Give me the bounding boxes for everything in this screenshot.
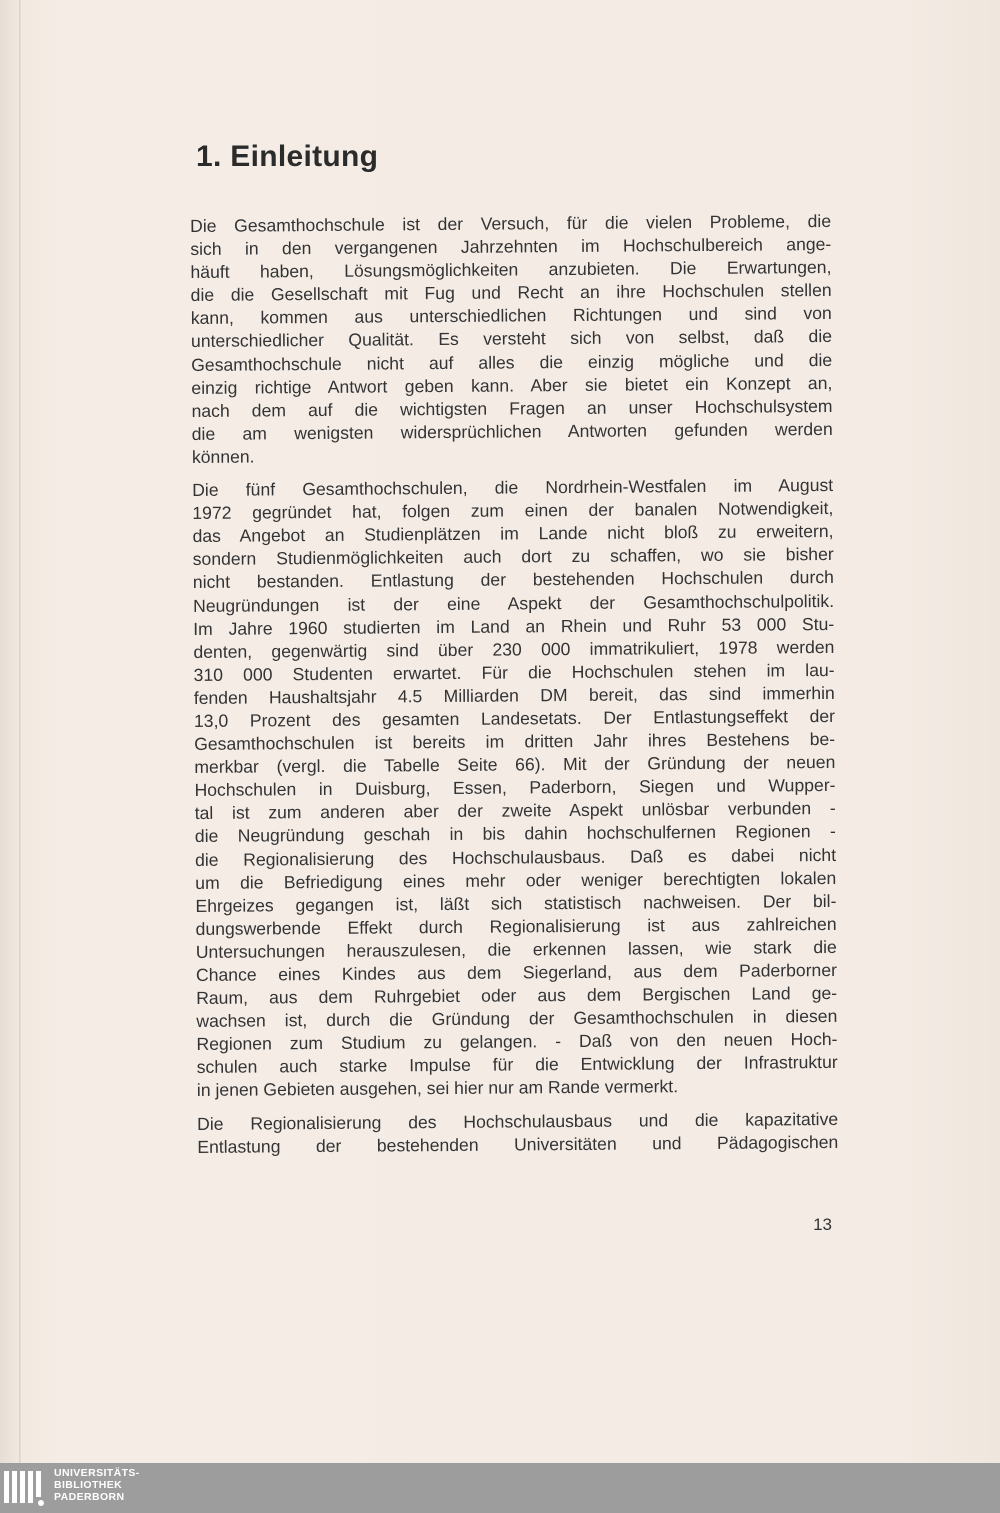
text-line: Raum, aus dem Ruhrgebiet oder aus dem Bergischen Land ge- bbox=[196, 983, 838, 1009]
text-line: Hochschulen in Duisburg, Essen, Paderborn, Siegen und Wupper- bbox=[194, 775, 836, 801]
text-line: unterschiedlicher Qualität. Es versteht sich von selbst, daß die bbox=[190, 326, 833, 352]
text-line: fenden Haushaltsjahr 4.5 Milliarden DM bereit, das sind immerhin bbox=[193, 682, 835, 708]
text-line: 310 000 Studenten erwartet. Für die Hochschulen stehen im lau- bbox=[193, 659, 835, 685]
text-line: die Neugründung geschah in bis dahin hochschulfernen Regionen - bbox=[194, 821, 836, 847]
text-line: tal ist zum anderen aber der zweite Aspekt unlösbar verbunden - bbox=[194, 798, 836, 824]
text-line: nicht bestanden. Entlastung der bestehenden Hochschulen durch bbox=[192, 567, 834, 593]
book-gutter bbox=[19, 0, 21, 1463]
body-text bbox=[190, 210, 838, 1169]
text-line: das Angebot an Studienplätzen im Lande nicht bloß zu erweitern, bbox=[192, 521, 834, 547]
text-line: häuft haben, Lösungsmöglichkeiten anzubieten. Die Erwartungen, bbox=[190, 257, 832, 283]
text-line: denten, gegenwärtig sind über 230 000 immatrikuliert, 1978 werden bbox=[193, 636, 835, 662]
page-number: 13 bbox=[813, 1215, 832, 1234]
text-line: Chance eines Kindes aus dem Siegerland, aus dem Paderborner bbox=[195, 959, 838, 985]
text-line: wachsen ist, durch die Gründung der Gesamthochschulen in diesen bbox=[196, 1006, 838, 1032]
text-line: um die Befriedigung eines mehr oder weniger berechtigten lokalen bbox=[195, 867, 837, 893]
logo-line-1: UNIVERSITÄTS- bbox=[54, 1467, 140, 1479]
text-line: kann, kommen aus unterschiedlichen Richtungen und sind von bbox=[190, 303, 832, 329]
text-line: nach dem auf die wichtigsten Fragen an unser Hochschulsystem bbox=[191, 395, 833, 421]
library-logo-text bbox=[54, 1467, 140, 1503]
text-line: Untersuchungen herauszulesen, die erkennen lassen, wie stark die bbox=[195, 936, 837, 962]
text-line: die die Gesellschaft mit Fug und Recht an ihre Hochschulen stellen bbox=[190, 280, 832, 306]
text-line: sich in den vergangenen Jahrzehnten im Hochschulbereich ange- bbox=[190, 234, 832, 260]
text-line: merkbar (vergl. die Tabelle Seite 66). Mit der Gründung der neuen bbox=[194, 752, 836, 778]
text-line: schulen auch starke Impulse für die Entwicklung der Infrastruktur bbox=[196, 1052, 838, 1078]
paragraph bbox=[192, 474, 838, 1103]
text-line: Die fünf Gesamthochschulen, die Nordrhein-Westfalen im August bbox=[192, 474, 834, 501]
text-line: können. bbox=[191, 446, 255, 467]
paragraph bbox=[197, 1108, 838, 1159]
library-footer-bar bbox=[0, 1463, 1000, 1513]
chapter-heading: 1. Einleitung bbox=[196, 140, 379, 173]
text-line: Gesamthochschulen ist bereits im dritten Jahr ihres Bestehens be- bbox=[194, 729, 836, 755]
logo-line-3: PADERBORN bbox=[54, 1491, 125, 1503]
text-line: Die Regionalisierung des Hochschulausbaus und die kapazitative bbox=[197, 1108, 839, 1134]
text-line: Die Gesamthochschule ist der Versuch, für die vielen Probleme, die bbox=[190, 210, 832, 236]
text-line: einzig richtige Antwort geben kann. Aber sie bietet ein Konzept an, bbox=[191, 372, 833, 398]
text-line: Entlastung der bestehenden Universitäten und Pädagogischen bbox=[197, 1131, 839, 1157]
text-line: die Regionalisierung des Hochschulausbaus. Daß es dabei nicht bbox=[194, 844, 837, 870]
text-line: Ehrgeizes gegangen ist, läßt sich statistisch nachweisen. Der bil- bbox=[195, 890, 837, 916]
text-line: dungswerbende Effekt durch Regionalisierung ist aus zahlreichen bbox=[195, 913, 837, 939]
text-line: die am wenigsten widersprüchlichen Antworten gefunden werden bbox=[191, 418, 833, 444]
text-line: Neugründungen ist der eine Aspekt der Gesamthochschulpolitik. bbox=[192, 590, 835, 616]
logo-line-2: BIBLIOTHEK bbox=[54, 1479, 123, 1491]
paragraph bbox=[190, 210, 833, 469]
text-line: in jenen Gebieten ausgehen, sei hier nur am Rande vermerkt. bbox=[196, 1076, 679, 1101]
text-line: Gesamthochschule nicht auf alles die einzig mögliche und die bbox=[191, 349, 833, 375]
text-line: 1972 gegründet hat, folgen zum einen der banalen Notwendigkeit, bbox=[192, 498, 834, 524]
library-logo-dot bbox=[38, 1500, 44, 1506]
text-line: Im Jahre 1960 studierten im Land an Rhein und Ruhr 53 000 Stu- bbox=[193, 613, 835, 639]
text-line: Regionen zum Studium zu gelangen. - Daß von den neuen Hoch- bbox=[196, 1029, 838, 1055]
text-line: 13,0 Prozent des gesamten Landesetats. Der Entlastungseffekt der bbox=[193, 705, 836, 731]
text-line: sondern Studienmöglichkeiten auch dort zu schaffen, wo sie bisher bbox=[192, 544, 834, 570]
